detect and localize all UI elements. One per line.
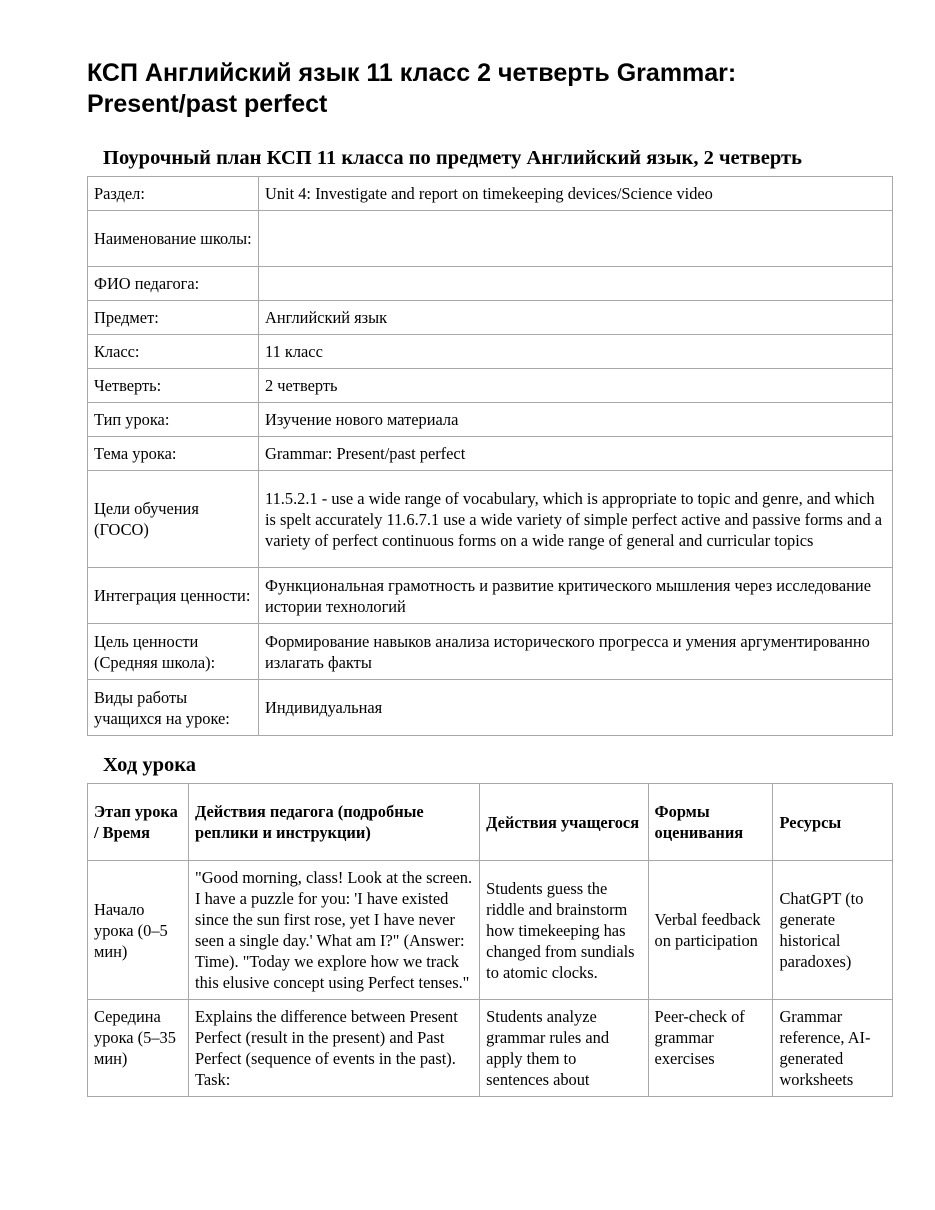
info-row bbox=[88, 211, 893, 267]
header-resources: Ресурсы bbox=[773, 784, 893, 861]
info-label: Цель ценности (Средняя школа): bbox=[88, 624, 259, 680]
info-label: Тема урока: bbox=[88, 437, 259, 471]
info-value: 11.5.2.1 - use a wide range of vocabulary, which is appropriate to topic and genre, and which is spelt accurately 11.6.7.1 use a wide variety of simple perfect active and passive forms and a variety of perfect continuous forms on a wide range of general and curricular topics bbox=[259, 471, 893, 568]
info-row bbox=[88, 177, 893, 211]
info-row bbox=[88, 680, 893, 736]
info-value bbox=[259, 211, 893, 267]
info-row bbox=[88, 471, 893, 568]
teacher-actions-cell: "Good morning, class! Look at the screen. I have a puzzle for you: 'I have existed since the sun first rose, yet I have never seen a single day.' What am I?" (Answer: Time). "Today we explore how we track this elusive concept using Perfect tenses." bbox=[189, 861, 480, 1000]
document-page bbox=[87, 58, 893, 1097]
info-row bbox=[88, 403, 893, 437]
info-label: Раздел: bbox=[88, 177, 259, 211]
student-actions-cell: Students guess the riddle and brainstorm how timekeeping has changed from sundials to atomic clocks. bbox=[480, 861, 648, 1000]
info-value: Английский язык bbox=[259, 301, 893, 335]
document-title: КСП Английский язык 11 класс 2 четверть Grammar: Present/past perfect bbox=[87, 59, 737, 118]
info-row bbox=[88, 568, 893, 624]
stage-cell: Середина урока (5–35 мин) bbox=[88, 1000, 189, 1097]
lesson-steps-table bbox=[87, 783, 893, 1097]
info-value bbox=[259, 267, 893, 301]
info-row bbox=[88, 369, 893, 403]
teacher-actions-cell: Explains the difference between Present Perfect (result in the present) and Past Perfect (sequence of events in the past). Task: bbox=[189, 1000, 480, 1097]
plan-heading: Поурочный план КСП 11 класса по предмету Английский язык, 2 четверть bbox=[103, 147, 802, 169]
info-value: 2 четверть bbox=[259, 369, 893, 403]
info-label: Класс: bbox=[88, 335, 259, 369]
info-value: Изучение нового материала bbox=[259, 403, 893, 437]
header-stage: Этап урока / Время bbox=[88, 784, 189, 861]
info-value: Формирование навыков анализа исторического прогресса и умения аргументированно излагать факты bbox=[259, 624, 893, 680]
stage-cell: Начало урока (0–5 мин) bbox=[88, 861, 189, 1000]
header-teacher-actions: Действия педагога (подробные реплики и инструкции) bbox=[189, 784, 480, 861]
info-value: 11 класс bbox=[259, 335, 893, 369]
info-label: Предмет: bbox=[88, 301, 259, 335]
info-label: Четверть: bbox=[88, 369, 259, 403]
lesson-step-row bbox=[88, 1000, 893, 1097]
info-label: ФИО педагога: bbox=[88, 267, 259, 301]
info-label: Наименование школы: bbox=[88, 211, 259, 267]
assessment-cell: Verbal feedback on participation bbox=[648, 861, 773, 1000]
info-label: Цели обучения (ГОСО) bbox=[88, 471, 259, 568]
info-label: Тип урока: bbox=[88, 403, 259, 437]
lesson-step-row bbox=[88, 861, 893, 1000]
info-value: Индивидуальная bbox=[259, 680, 893, 736]
info-row bbox=[88, 437, 893, 471]
header-assessment: Формы оценивания bbox=[648, 784, 773, 861]
steps-header-row bbox=[88, 784, 893, 861]
info-row bbox=[88, 267, 893, 301]
info-label: Виды работы учащихся на уроке: bbox=[88, 680, 259, 736]
info-value: Unit 4: Investigate and report on timekeeping devices/Science video bbox=[259, 177, 893, 211]
info-row bbox=[88, 624, 893, 680]
resources-cell: Grammar reference, AI-generated worksheets bbox=[773, 1000, 893, 1097]
info-row bbox=[88, 301, 893, 335]
header-student-actions: Действия учащегося bbox=[480, 784, 648, 861]
assessment-cell: Peer-check of grammar exercises bbox=[648, 1000, 773, 1097]
info-value: Grammar: Present/past perfect bbox=[259, 437, 893, 471]
info-label: Интеграция ценности: bbox=[88, 568, 259, 624]
resources-cell: ChatGPT (to generate historical paradoxes) bbox=[773, 861, 893, 1000]
lesson-progress-heading: Ход урока bbox=[103, 754, 196, 776]
info-row bbox=[88, 335, 893, 369]
student-actions-cell: Students analyze grammar rules and apply them to sentences about bbox=[480, 1000, 648, 1097]
info-value: Функциональная грамотность и развитие критического мышления через исследование истории технологий bbox=[259, 568, 893, 624]
lesson-info-table bbox=[87, 176, 893, 736]
